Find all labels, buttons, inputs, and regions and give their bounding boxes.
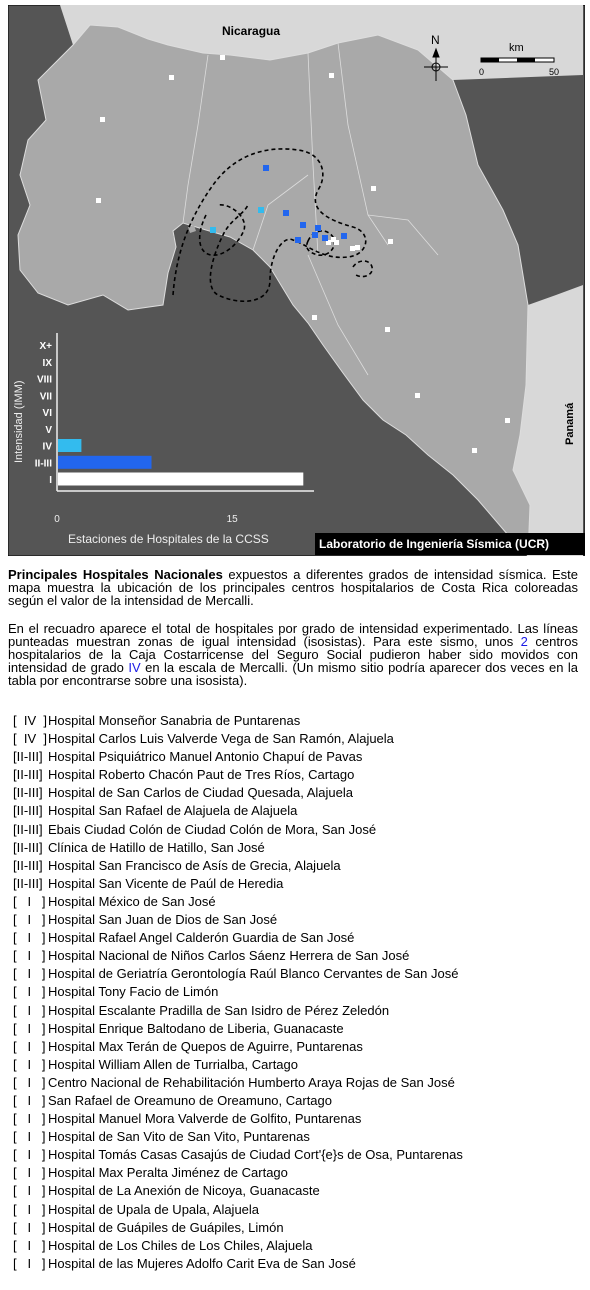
intensity-level: [II-III] — [13, 875, 43, 891]
chart-bar — [58, 439, 81, 452]
list-item — [13, 766, 583, 784]
intensity-level: [II-III] — [13, 767, 43, 783]
hospital-name: Centro Nacional de Rehabilitación Humberto Araya Rojas de San José — [48, 1074, 455, 1090]
hospital-name: Hospital Rafael Angel Calderón Guardia de San José — [48, 930, 355, 946]
list-item — [13, 821, 583, 839]
hospital-name: San Rafael de Oreamuno de Oreamuno, Cartago — [48, 1092, 333, 1108]
list-item — [13, 857, 583, 875]
hospital-name: Hospital México de San José — [48, 893, 216, 909]
intensity-level: [ I ] — [13, 1183, 46, 1199]
description-text: en la escala de Mercalli. (Un mismo sitio podría aparecer dos veces en la tabla por encontrarse sobre una isosista). — [8, 660, 578, 688]
hospital-marker-II-III — [283, 210, 289, 216]
hospital-name: Hospital Escalante Pradilla de San Isidro de Pérez Zeledón — [48, 1002, 390, 1018]
intensity-level: [ I ] — [13, 1020, 46, 1036]
hospital-name: Hospital Tony Facio de Limón — [48, 984, 219, 1000]
hospital-marker-I — [220, 55, 225, 60]
intensity-level: [ I ] — [13, 893, 46, 909]
intensity-level: [ I ] — [13, 930, 46, 946]
intensity-level: [ I ] — [13, 1201, 46, 1217]
chart-xlabel: Estaciones de Hospitales de la CCSS — [68, 532, 269, 546]
hospital-name: Hospital de Upala de Upala, Alajuela — [48, 1201, 260, 1217]
intensity-level: [ IV ] — [13, 713, 47, 728]
hospital-name: Clínica de Hatillo de Hatillo, San José — [48, 839, 265, 855]
intensity-level: [ I ] — [13, 1002, 46, 1018]
intensity-level: [ I ] — [13, 984, 46, 1000]
intensity-level: [II-III] — [13, 785, 43, 801]
hospital-name: Hospital Nacional de Niños Carlos Sáenz Herrera de San José — [48, 948, 410, 964]
intensity-level: [ I ] — [13, 1111, 46, 1127]
description-title: Principales Hospitales Nacionales — [8, 567, 223, 582]
hospital-marker-II-III — [312, 232, 318, 238]
hospital-marker-I — [169, 75, 174, 80]
intensity-level: [II-III] — [13, 749, 43, 765]
hospital-name: Hospital Monseñor Sanabria de Puntarenas — [48, 713, 301, 728]
intensity-level: [ I ] — [13, 1129, 46, 1145]
list-item — [13, 802, 583, 820]
list-item — [13, 1074, 583, 1092]
hospital-name: Hospital Manuel Mora Valverde de Golfito, Puntarenas — [48, 1111, 362, 1127]
intensity-level: [ I ] — [13, 1219, 46, 1235]
list-item — [13, 1201, 583, 1219]
description-paragraph-2 — [8, 622, 578, 687]
intensity-level: [ I ] — [13, 1255, 46, 1271]
chart-category-label: VI — [42, 408, 52, 419]
description-paragraph-1 — [8, 568, 578, 607]
hospital-marker-II-III — [295, 237, 301, 243]
list-item — [13, 1092, 583, 1110]
hospital-marker-I — [505, 418, 510, 423]
chart-bar — [58, 456, 152, 469]
hospital-marker-I — [472, 448, 477, 453]
list-item — [13, 1110, 583, 1128]
north-label: N — [431, 33, 440, 47]
hospital-name: Hospital Carlos Luis Valverde Vega de San Ramón, Alajuela — [48, 731, 394, 747]
list-item — [13, 1237, 583, 1255]
hospital-marker-II-III — [300, 222, 306, 228]
intensity-level: [II-III] — [13, 821, 43, 837]
list-item — [13, 893, 583, 911]
hospital-marker-I — [329, 73, 334, 78]
intensity-level: [ I ] — [13, 912, 46, 928]
intensity-level: [ I ] — [13, 1165, 46, 1181]
hospital-name: Hospital de las Mujeres Adolfo Carit Eva de San José — [48, 1255, 356, 1271]
hospital-name: Hospital San Juan de Dios de San José — [48, 912, 278, 928]
hospital-name: Hospital San Rafael de Alajuela de Alajuela — [48, 803, 298, 819]
list-item — [13, 1164, 583, 1182]
hospital-marker-II-III — [263, 165, 269, 171]
list-item — [13, 1128, 583, 1146]
hospital-marker-IV — [258, 207, 264, 213]
scale-tick-0: 0 — [479, 67, 485, 77]
intensity-level: [ I ] — [13, 948, 46, 964]
hospital-marker-I — [385, 327, 390, 332]
list-item — [13, 911, 583, 929]
chart-category-label: IX — [42, 357, 52, 369]
intensity-level: [II-III] — [13, 857, 43, 873]
hospital-marker-I — [355, 245, 360, 250]
list-item — [13, 1146, 583, 1164]
list-item — [13, 983, 583, 1001]
list-item — [13, 1219, 583, 1237]
scale-tick-50: 50 — [549, 67, 560, 77]
chart-category-label: VII — [39, 391, 52, 403]
hospital-marker-I — [334, 240, 339, 245]
list-item — [13, 784, 583, 802]
hospital-name: Hospital de Geriatría Gerontología Raúl Blanco Cervantes de San José — [48, 966, 459, 982]
scale-bar — [481, 58, 554, 62]
highlight-count: 2 — [520, 634, 528, 649]
hospital-marker-I — [415, 393, 420, 398]
intensity-level: [ I ] — [13, 1147, 46, 1163]
description-text: centros hospitalarios de la Caja Costarricense del Seguro Social pudieron haber sido movidos con intensidad de grado — [8, 634, 578, 675]
chart-category-label: X+ — [39, 341, 52, 352]
intensity-level: [ I ] — [13, 1092, 46, 1108]
hospital-name: Hospital Tomás Casas Casajús de Ciudad Cort'{e}s de Osa, Puntarenas — [48, 1147, 463, 1163]
list-item — [13, 875, 583, 893]
hospital-marker-II-III — [315, 225, 321, 231]
list-item — [13, 1182, 583, 1200]
hospital-name: Hospital San Vicente de Paúl de Heredia — [48, 875, 284, 891]
list-item — [13, 730, 583, 748]
chart-category-label: II-III — [34, 458, 52, 470]
hospital-name: Hospital de Guápiles de Guápiles, Limón — [48, 1219, 284, 1235]
list-item — [13, 965, 583, 983]
chart-category-label: I — [49, 475, 52, 486]
hospital-marker-IV — [210, 227, 216, 233]
hospital-marker-I — [312, 315, 317, 320]
hospital-name: Hospital San Francisco de Asís de Grecia, Alajuela — [48, 857, 341, 873]
list-item — [13, 839, 583, 857]
hospital-name: Hospital de San Vito de San Vito, Puntarenas — [48, 1129, 310, 1145]
list-item — [13, 748, 583, 766]
intensity-level: [ IV ] — [13, 731, 47, 747]
hospital-name: Hospital Max Peralta Jiménez de Cartago — [48, 1165, 288, 1181]
hospital-name: Hospital William Allen de Turrialba, Cartago — [48, 1056, 298, 1072]
list-item — [13, 1020, 583, 1038]
hospital-marker-II-III — [322, 235, 328, 241]
chart-x-tick-label: 15 — [226, 514, 238, 525]
highlight-grade: IV — [128, 660, 141, 675]
hospital-name: Ebais Ciudad Colón de Ciudad Colón de Mora, San José — [48, 821, 377, 837]
panama-label: Panamá — [564, 402, 576, 445]
intensity-level: [ I ] — [13, 1237, 46, 1253]
credit-text: Laboratorio de Ingeniería Sísmica (UCR) — [319, 537, 550, 551]
scale-unit: km — [509, 42, 524, 54]
chart-x-tick-label: 0 — [54, 514, 60, 525]
hospital-marker-I — [388, 239, 393, 244]
list-item — [13, 947, 583, 965]
intensity-level: [II-III] — [13, 803, 43, 819]
list-item — [13, 1056, 583, 1074]
intensity-level: [II-III] — [13, 839, 43, 855]
hospital-name: Hospital de San Carlos de Ciudad Quesada, Alajuela — [48, 785, 353, 801]
list-item — [13, 1002, 583, 1020]
chart-category-label: V — [45, 424, 52, 436]
intensity-level: [ I ] — [13, 966, 46, 982]
description-text: expuestos a diferentes grados de intensidad sísmica. Este mapa muestra la ubicación de los principales centros hospitalarios de Costa Rica coloreadas según el valor de la intensidad de Mercalli. — [8, 567, 578, 608]
hospital-name: Hospital Max Terán de Quepos de Aguirre, Puntarenas — [48, 1038, 363, 1054]
hospital-marker-I — [100, 117, 105, 122]
list-item — [13, 1038, 583, 1056]
hospital-name: Hospital Enrique Baltodano de Liberia, Guanacaste — [48, 1020, 344, 1036]
description-text: En el recuadro aparece el total de hospitales por grado de intensidad experimentado. Las líneas punteadas muestran zonas de igual intensidad (isosistas). Para este sismo, unos — [8, 621, 578, 649]
intensity-level: [ I ] — [13, 1038, 46, 1054]
chart-ylabel: Intensidad (IMM) — [13, 380, 25, 463]
intensity-level: [ I ] — [13, 1056, 46, 1072]
chart-category-label: VIII — [36, 374, 52, 386]
hospital-marker-I — [350, 246, 355, 251]
chart-category-label: IV — [42, 441, 52, 453]
list-item — [13, 1255, 583, 1273]
seismic-intensity-map — [8, 5, 585, 556]
list-item — [13, 712, 583, 730]
nicaragua-label: Nicaragua — [222, 24, 281, 38]
list-item — [13, 929, 583, 947]
hospital-marker-I — [371, 186, 376, 191]
intensity-level: [ I ] — [13, 1074, 46, 1090]
hospital-name: Hospital de La Anexión de Nicoya, Guanacaste — [48, 1183, 320, 1199]
hospital-marker-II-III — [341, 233, 347, 239]
hospital-name: Hospital Roberto Chacón Paut de Tres Ríos, Cartago — [48, 767, 355, 783]
hospital-marker-I — [96, 198, 101, 203]
hospital-name: Hospital Psiquiátrico Manuel Antonio Chapuí de Pavas — [48, 749, 363, 765]
chart-bar — [58, 473, 303, 486]
hospital-list — [13, 712, 583, 1273]
hospital-name: Hospital de Los Chiles de Los Chiles, Alajuela — [48, 1237, 313, 1253]
